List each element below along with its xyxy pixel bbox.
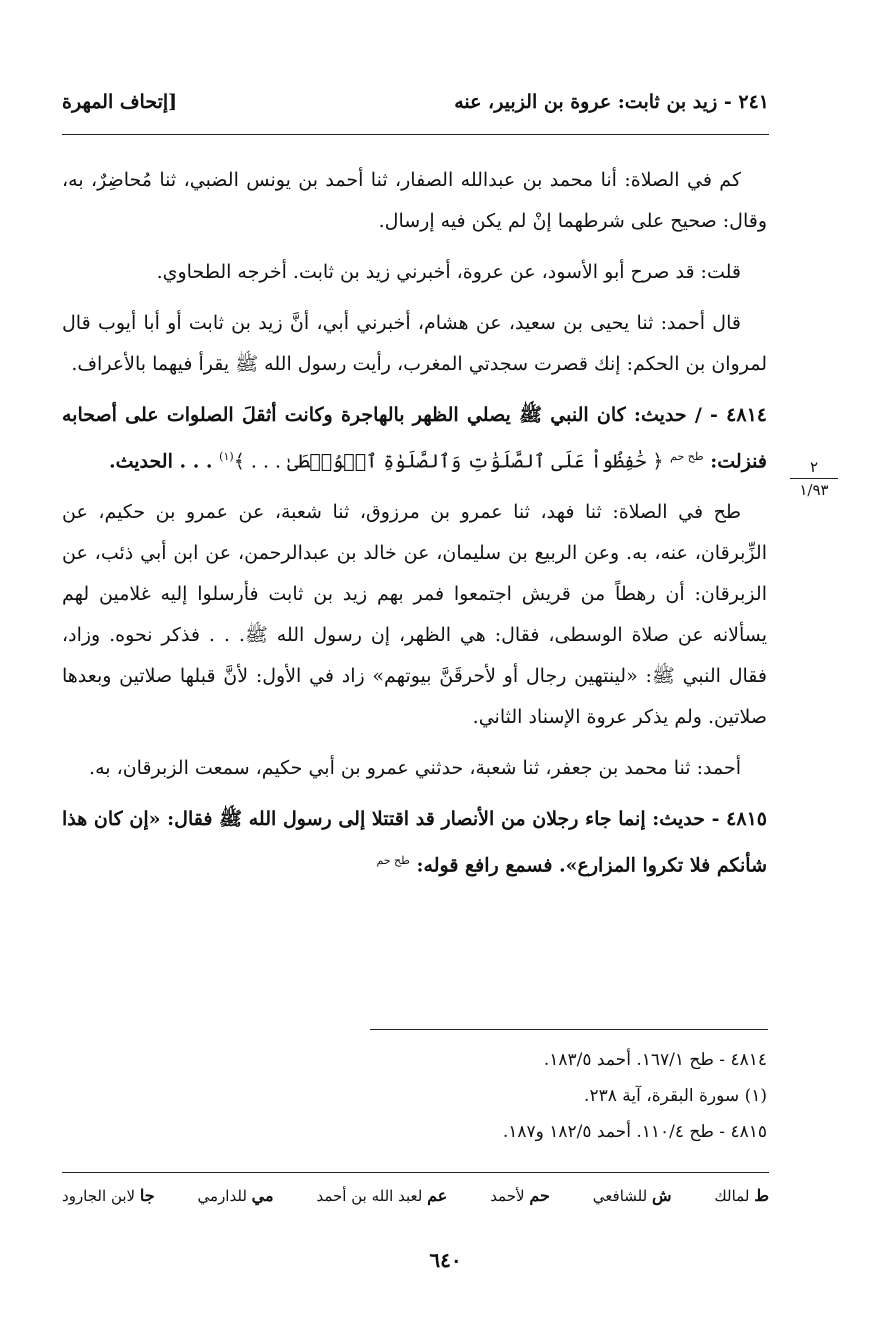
paragraph-5: أحمد: ثنا محمد بن جعفر، ثنا شعبة، حدثني عمرو بن أبي حكيم، سمعت الزبرقان، به. [89, 757, 741, 780]
running-header [62, 82, 769, 122]
siglum: حم لأحمد [490, 1186, 550, 1205]
footnotes [370, 1042, 767, 1150]
hadith-4814 [62, 395, 767, 482]
footnote-divider [370, 1029, 768, 1030]
siglum: ش للشافعي [592, 1186, 672, 1205]
header-divider [62, 134, 769, 135]
main-text [62, 160, 767, 897]
siglum: عم لعبد الله بن أحمد [316, 1186, 448, 1205]
margin-note-top: ٢ [809, 458, 819, 476]
margin-note-bottom: ١/٩٣ [799, 481, 829, 499]
hadith-4814-marks: طح حم [670, 450, 704, 463]
hadith-4815 [62, 799, 767, 886]
footnote-line: ٤٨١٤ - طح ١٦٧/١. أحمد ١٨٣/٥. [543, 1050, 767, 1070]
paragraph-4: طح في الصلاة: ثنا فهد، ثنا عمرو بن مرزوق، ثنا شعبة، عن عمرو بن حكيم، عن الزِّبرقان، عنه، به. وعن الربيع بن سليمان، عن خالد بن عبدالرحمن، عن ابن أبي ذئب، عن الزبرقان: أن رهطاً من قريش اجتمعوا فمر بهم زيد بن ثابت فأرسلوا إليه غلامين لهم يسألانه عن صلاة الوسطى، فقال: هي الظهر، إن رسول الله ﷺ. . . فذكر نحوه. وزاد، فقال النبي ﷺ: «لينتهين رجال أو لأحرقَنَّ بيوتهم» زاد في الأول: لأنَّ قبلها صلاتين وبعدها صلاتين. ولم يذكر عروة الإسناد الثاني. [62, 501, 767, 729]
margin-note-divider [790, 478, 838, 479]
hadith-4815-marks: طح حم [376, 854, 410, 868]
hadith-4815-lead: ٤٨١٥ - حديث: إنما جاء رجلان من الأنصار قد اقتتلا إلى رسول الله ﷺ فقال: «إن كان هذا شأنكم فلا تكروا المزارع». فسمع رافع قوله: [62, 808, 767, 877]
quran-verse: ﴿ حَٰفِظُواْ عَلَى ٱلصَّلَوَٰتِ وَٱلصَّلَوٰةِ ٱلۡوُسۡطَىٰ . . . ﴾ [233, 450, 664, 473]
paragraph-2: قلت: قد صرح أبو الأسود، عن عروة، أخبرني زيد بن ثابت. أخرجه الطحاوي. [156, 261, 741, 283]
hadith-4814-lead: ٤٨١٤ - / حديث: كان النبي ﷺ يصلي الظهر بالهاجرة وكانت أثقلَ الصلوات على أصحابه فنزلت: [62, 404, 767, 473]
siglum: مي للدارمي [197, 1186, 274, 1205]
margin-note [784, 458, 844, 499]
page-number: ٦٤٠ [429, 1248, 462, 1272]
paragraph-3: قال أحمد: ثنا يحيى بن سعيد، عن هشام، أخبرني أبي، أنَّ زيد بن ثابت أو أبا أيوب قال لمروان بن الحكم: إنك قصرت سجدتي المغرب، رأيت رسول الله ﷺ يقرأ فيهما بالأعراف. [62, 312, 767, 375]
book-title: [إتحاف المهرة [62, 91, 178, 113]
footnote-line: ٤٨١٥ - طح ١١٠/٤. أحمد ١٨٢/٥ و١٨٧. [502, 1122, 767, 1142]
siglum: ط لمالك [714, 1186, 769, 1205]
footnote-line: (١) سورة البقرة، آية ٢٣٨. [584, 1086, 767, 1106]
hadith-4814-tail: . . . الحديث. [108, 450, 213, 473]
sigla-divider [62, 1172, 769, 1173]
paragraph-1: كم في الصلاة: أنا محمد بن عبدالله الصفار، ثنا أحمد بن يونس الضبي، ثنا مُحاضِرٌ، به، وقال: صحيح على شرطهما إنْ لم يكن فيه إرسال. [62, 169, 767, 232]
siglum: جا لابن الجارود [62, 1186, 155, 1205]
section-title: ٢٤١ - زيد بن ثابت: عروة بن الزبير، عنه [454, 91, 769, 113]
sigla-legend [62, 1186, 769, 1205]
footnote-ref: (١) [219, 450, 234, 463]
